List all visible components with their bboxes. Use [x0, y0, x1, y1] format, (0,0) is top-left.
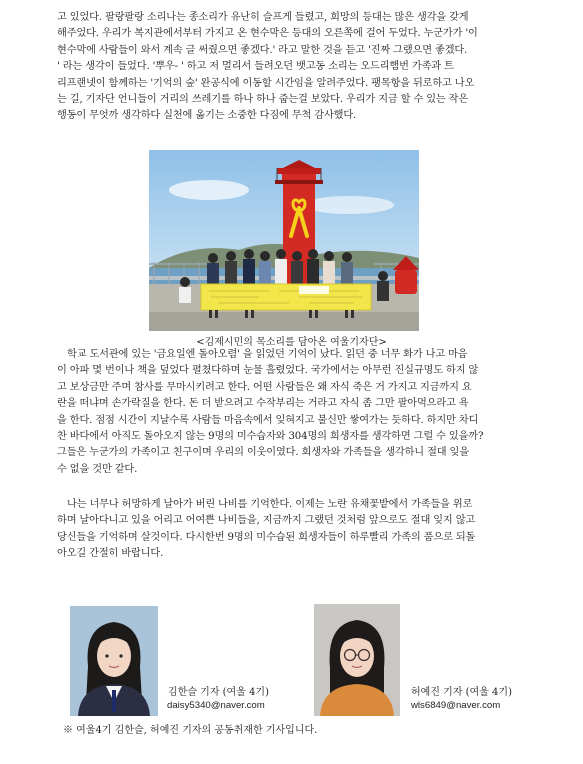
text-line: 을 한다. 점점 시간이 지날수록 사람들 마음속에서 잊혀지고 불신만 쌓여가는 듯하다. 하지만 차디 — [57, 414, 479, 426]
text-line: 는 길, 기자단 언니들이 거리의 쓰레기를 하나 하나 줍는걸 보았다. 우리가 지금 할 수 있는 작은 — [57, 94, 469, 106]
text-line: 이 아파 몇 번이나 책을 덮었다 펼쳤다하며 눈물 흘렸었다. 국가에서는 아무런 진실규명도 하지 않 — [57, 365, 479, 377]
text-line: 수 없을 것만 같다. — [57, 463, 138, 475]
reporter-name-2: 허예진 기자 (여울 4기) — [411, 687, 512, 698]
text-line: 당신들을 기억하며 살것이다. 다시한번 9명의 미수습된 희생자들이 하루빨리 가족의 품으로 되돌 — [57, 531, 476, 543]
text-line: 그들은 누군가의 가족이고 친구이며 우리의 이웃이였다. 희생자와 가족들을 생각하니 절대 잊을 — [57, 447, 469, 459]
text-line: 찬 바다에서 아직도 돌아오지 않는 9명의 미수습자와 304명의 희생자를 생각하면 그럴 수 있을까? — [57, 431, 484, 443]
reporter-name-1: 김한슬 기자 (여울 4기) — [168, 687, 269, 698]
reporter-email-2[interactable]: wls6849@naver.com — [411, 700, 501, 711]
text-line: 해주었다. 우리가 복지관에서부터 가지고 온 현수막은 등대의 오른쪽에 걸어 두었다. 누군가가 '이 — [57, 28, 478, 40]
article-paragraph-3 — [57, 497, 535, 563]
text-line: 리프랜넷이 함께하는 '기억의 숲' 완공식에 이동할 시간임을 알려주었다. 팽목항을 뒤로하고 나오 — [57, 77, 475, 89]
article-paragraph-1 — [57, 10, 535, 125]
reporter-email-1[interactable]: daisy5340@naver.com — [167, 700, 265, 711]
text-line: 하며 날아다니고 있을 어리고 어여쁜 나비들을, 지금까지 그랬던 것처럼 앞으로도 절대 잊지 않고 — [57, 515, 476, 527]
text-line: 학교 도서관에 있는 '금요일엔 돌아오렴' 을 읽었던 기억이 났다. 읽던 중 너무 화가 나고 마음 — [67, 349, 468, 360]
text-line: 아오길 간절히 바랍니다. — [57, 548, 164, 560]
text-line: 현수막에 사람들이 와서 계속 글 써줬으면 좋겠다.' 라고 말한 것을 듣고 '진짜 그랬으면 좋겠다. — [57, 44, 468, 56]
text-line: ' 라는 생각이 들었다. '뿌우- ' 하고 저 멀리서 들려오던 뱃고동 소리는 오드리햄번 가족과 트 — [57, 61, 454, 73]
reporter-portrait-2 — [314, 604, 400, 716]
text-line: 나는 너무나 허망하게 날아가 버린 나비를 기억한다. 이제는 노란 유채꽃밭에서 가족들을 위로 — [67, 499, 473, 510]
article-paragraph-2 — [57, 347, 535, 478]
footnote: ※ 여울4기 김한슬, 허예진 기자의 공동취재한 기사입니다. — [63, 725, 318, 736]
text-line: 란을 떠냐며 손가락질을 한다. 돈 더 받으려고 수작부리는 거라고 자식 좀 그만 팔아먹으라고 욕 — [57, 398, 469, 410]
group-photo-lighthouse — [149, 150, 419, 331]
text-line: 고 보상금만 주며 참사를 무마시키려고 한다. 어떤 사람들은 왜 자식 죽은 거 가지고 지금까지 요 — [57, 381, 472, 393]
photo-caption: <김제시민의 목소리를 담아온 여울기자단> — [196, 337, 387, 348]
reporter-portrait-1 — [70, 606, 158, 716]
text-line: 고 있었다. 팔랑팔랑 소리나는 종소리가 유난히 슬프게 들렸고, 희망의 등대는 많은 생각을 갖게 — [57, 12, 469, 23]
text-line: 행동이 무엇까 생각하다 실천에 옮기는 소중한 다짐에 무척 감사했다. — [57, 110, 357, 122]
